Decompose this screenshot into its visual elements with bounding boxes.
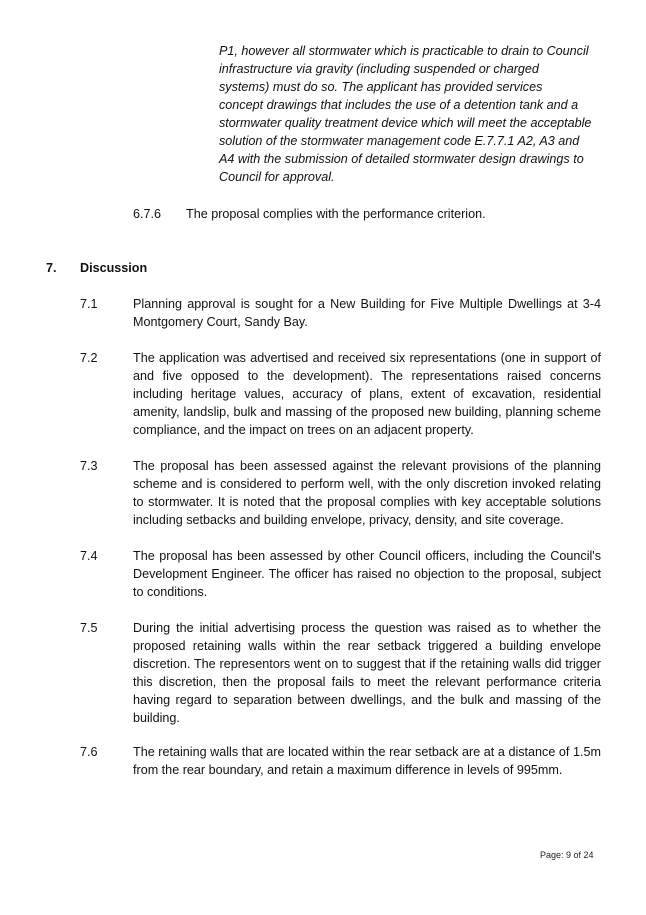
- subclause-number: 6.7.6: [133, 207, 162, 221]
- paragraph-text: The proposal has been assessed against the relevant provisions of the planning scheme and is considered to perform well, with the only discretion invoked relating to stormwater. It is noted that the proposal complies with key acceptable solutions including setbacks and building envelope, privacy, density, and site coverage.: [133, 459, 601, 527]
- paragraph-text: The proposal has been assessed by other Council officers, including the Council's Development Engineer. The officer has raised no objection to the proposal, subject to conditions.: [133, 549, 601, 599]
- paragraph-number: 7.3: [80, 459, 98, 473]
- page-number: Page: 9 of 24: [540, 850, 594, 860]
- quote-line: infrastructure via gravity (including suspended or charged: [219, 62, 539, 76]
- quote-line: stormwater quality treatment device which will meet the acceptable: [219, 116, 592, 130]
- section-title: Discussion: [80, 261, 148, 275]
- section-number: 7.: [46, 261, 57, 275]
- quote-line: systems) must do so. The applicant has provided services: [219, 80, 543, 94]
- quote-line: P1, however all stormwater which is practicable to drain to Council: [219, 44, 589, 58]
- subclause-text: The proposal complies with the performance criterion.: [186, 207, 486, 221]
- quote-line: Council for approval.: [219, 170, 335, 184]
- paragraph-number: 7.1: [80, 297, 98, 311]
- paragraph-number: 7.5: [80, 621, 98, 635]
- quote-line: concept drawings that includes the use of a detention tank and a: [219, 98, 579, 112]
- paragraph-text: Planning approval is sought for a New Building for Five Multiple Dwellings at 3-4 Montgomery Court, Sandy Bay.: [133, 297, 601, 329]
- paragraph-text: During the initial advertising process the question was raised as to whether the proposed retaining walls within the rear setback triggered a building envelope discretion. The representors went on to suggest that if the retaining walls did trigger this discretion, then the proposal fails to meet the relevant performance criteria having regard to separation between dwellings, and the bulk and massing of the building.: [133, 621, 601, 725]
- paragraph-number: 7.4: [80, 549, 98, 563]
- paragraph-number: 7.2: [80, 351, 98, 365]
- paragraph-text: The retaining walls that are located within the rear setback are at a distance of 1.5m from the rear boundary, and retain a maximum difference in levels of 995mm.: [133, 745, 601, 777]
- paragraph-number: 7.6: [80, 745, 98, 759]
- quote-line: A4 with the submission of detailed stormwater design drawings to: [219, 152, 584, 166]
- paragraph-text: The application was advertised and received six representations (one in support of and five opposed to the development). The representations raised concerns including heritage values, accuracy of plans, extent of excavation, residential amenity, landslip, bulk and massing of the proposed new building, planning scheme compliance, and the impact on trees on an adjacent property.: [133, 351, 601, 437]
- quote-line: solution of the stormwater management code E.7.7.1 A2, A3 and: [219, 134, 580, 148]
- stormwater-quote: [219, 42, 609, 186]
